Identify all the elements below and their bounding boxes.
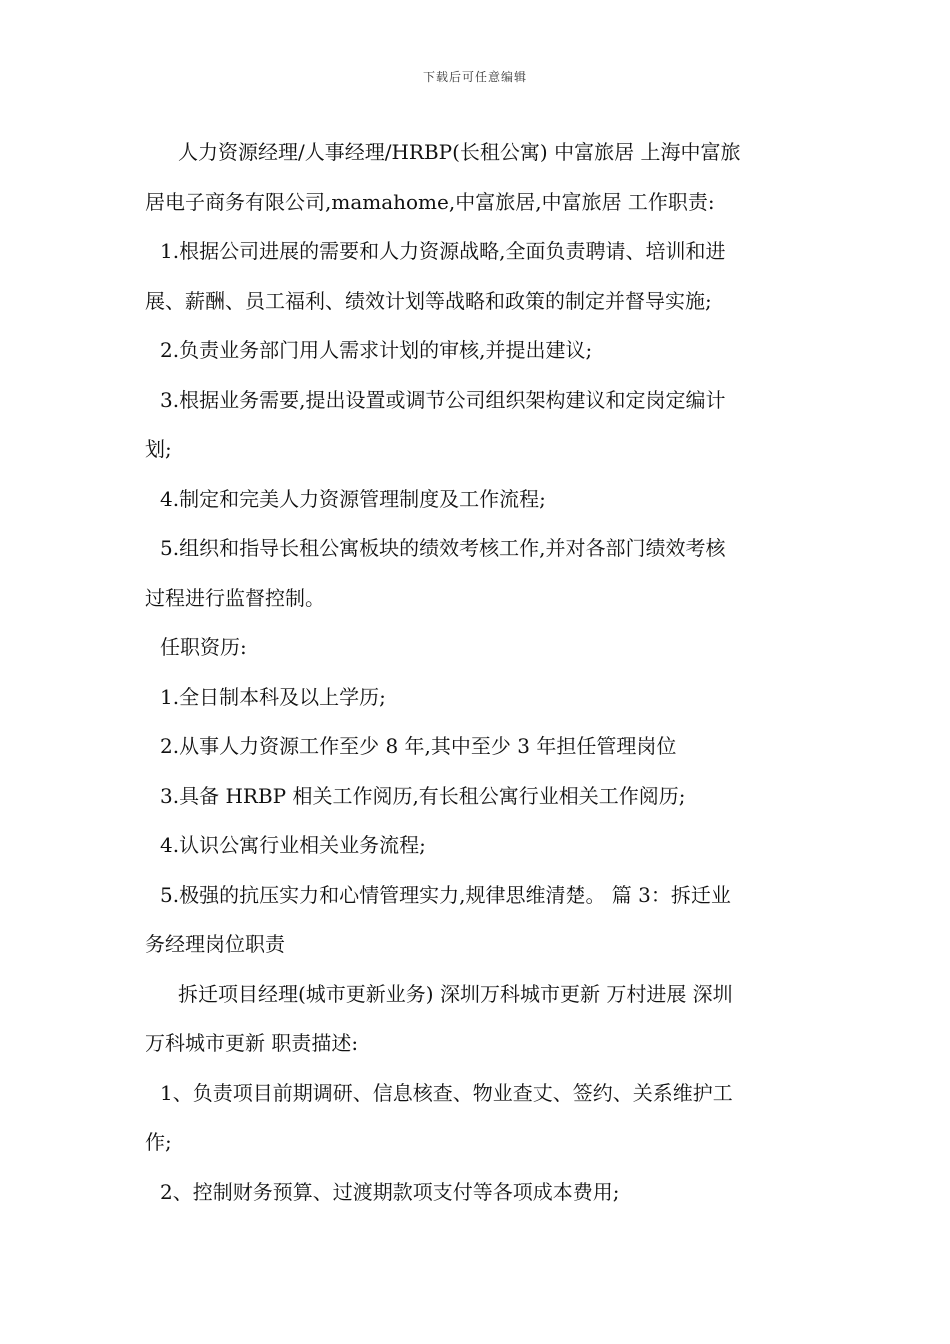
- paragraph-line: 1.全日制本科及以上学历;: [160, 684, 386, 709]
- paragraph-line: 万科城市更新 职责描述:: [145, 1031, 359, 1055]
- paragraph-line: 任职资历:: [160, 635, 247, 659]
- paragraph-line: 4.认识公寓行业相关业务流程;: [160, 833, 426, 857]
- paragraph-line: 拆迁项目经理(城市更新业务) 深圳万科城市更新 万村进展 深圳: [178, 981, 733, 1006]
- paragraph-line: 5.组织和指导长租公寓板块的绩效考核工作,并对各部门绩效考核: [160, 536, 726, 560]
- paragraph-line: 过程进行监督控制。: [145, 585, 325, 610]
- paragraph-line: 人力资源经理/人事经理/HRBP(长租公寓) 中富旅居 上海中富旅: [178, 140, 741, 164]
- document-body: [145, 128, 810, 1217]
- paragraph-line: 3.具备 HRBP 相关工作阅历,有长租公寓行业相关工作阅历;: [160, 783, 686, 808]
- paragraph-line: 居电子商务有限公司,mamahome,中富旅居,中富旅居 工作职责:: [145, 189, 715, 214]
- paragraph-line: 2、控制财务预算、过渡期款项支付等各项成本费用;: [160, 1179, 620, 1204]
- paragraph-line: 2.从事人力资源工作至少 8 年,其中至少 3 年担任管理岗位: [160, 734, 677, 758]
- paragraph-line: 划;: [145, 437, 172, 461]
- paragraph-line: 4.制定和完美人力资源管理制度及工作流程;: [160, 486, 546, 511]
- header-note: 下载后可任意编辑: [422, 70, 527, 84]
- paragraph-line: 1、负责项目前期调研、信息核查、物业查丈、签约、关系维护工: [160, 1080, 733, 1105]
- paragraph-line: 展、薪酬、员工福利、绩效计划等战略和政策的制定并督导实施;: [145, 288, 712, 313]
- paragraph-line: 5.极强的抗压实力和心情管理实力,规律思维清楚。 篇 3：拆迁业: [160, 882, 731, 907]
- paragraph-line: 2.负责业务部门用人需求计划的审核,并提出建议;: [160, 338, 593, 362]
- paragraph-line: 务经理岗位职责: [145, 932, 285, 956]
- paragraph-line: 3.根据业务需要,提出设置或调节公司组织架构建议和定岗定编计: [160, 387, 726, 412]
- paragraph-line: 作;: [145, 1130, 172, 1154]
- paragraph-line: 1.根据公司进展的需要和人力资源战略,全面负责聘请、培训和进: [160, 239, 726, 263]
